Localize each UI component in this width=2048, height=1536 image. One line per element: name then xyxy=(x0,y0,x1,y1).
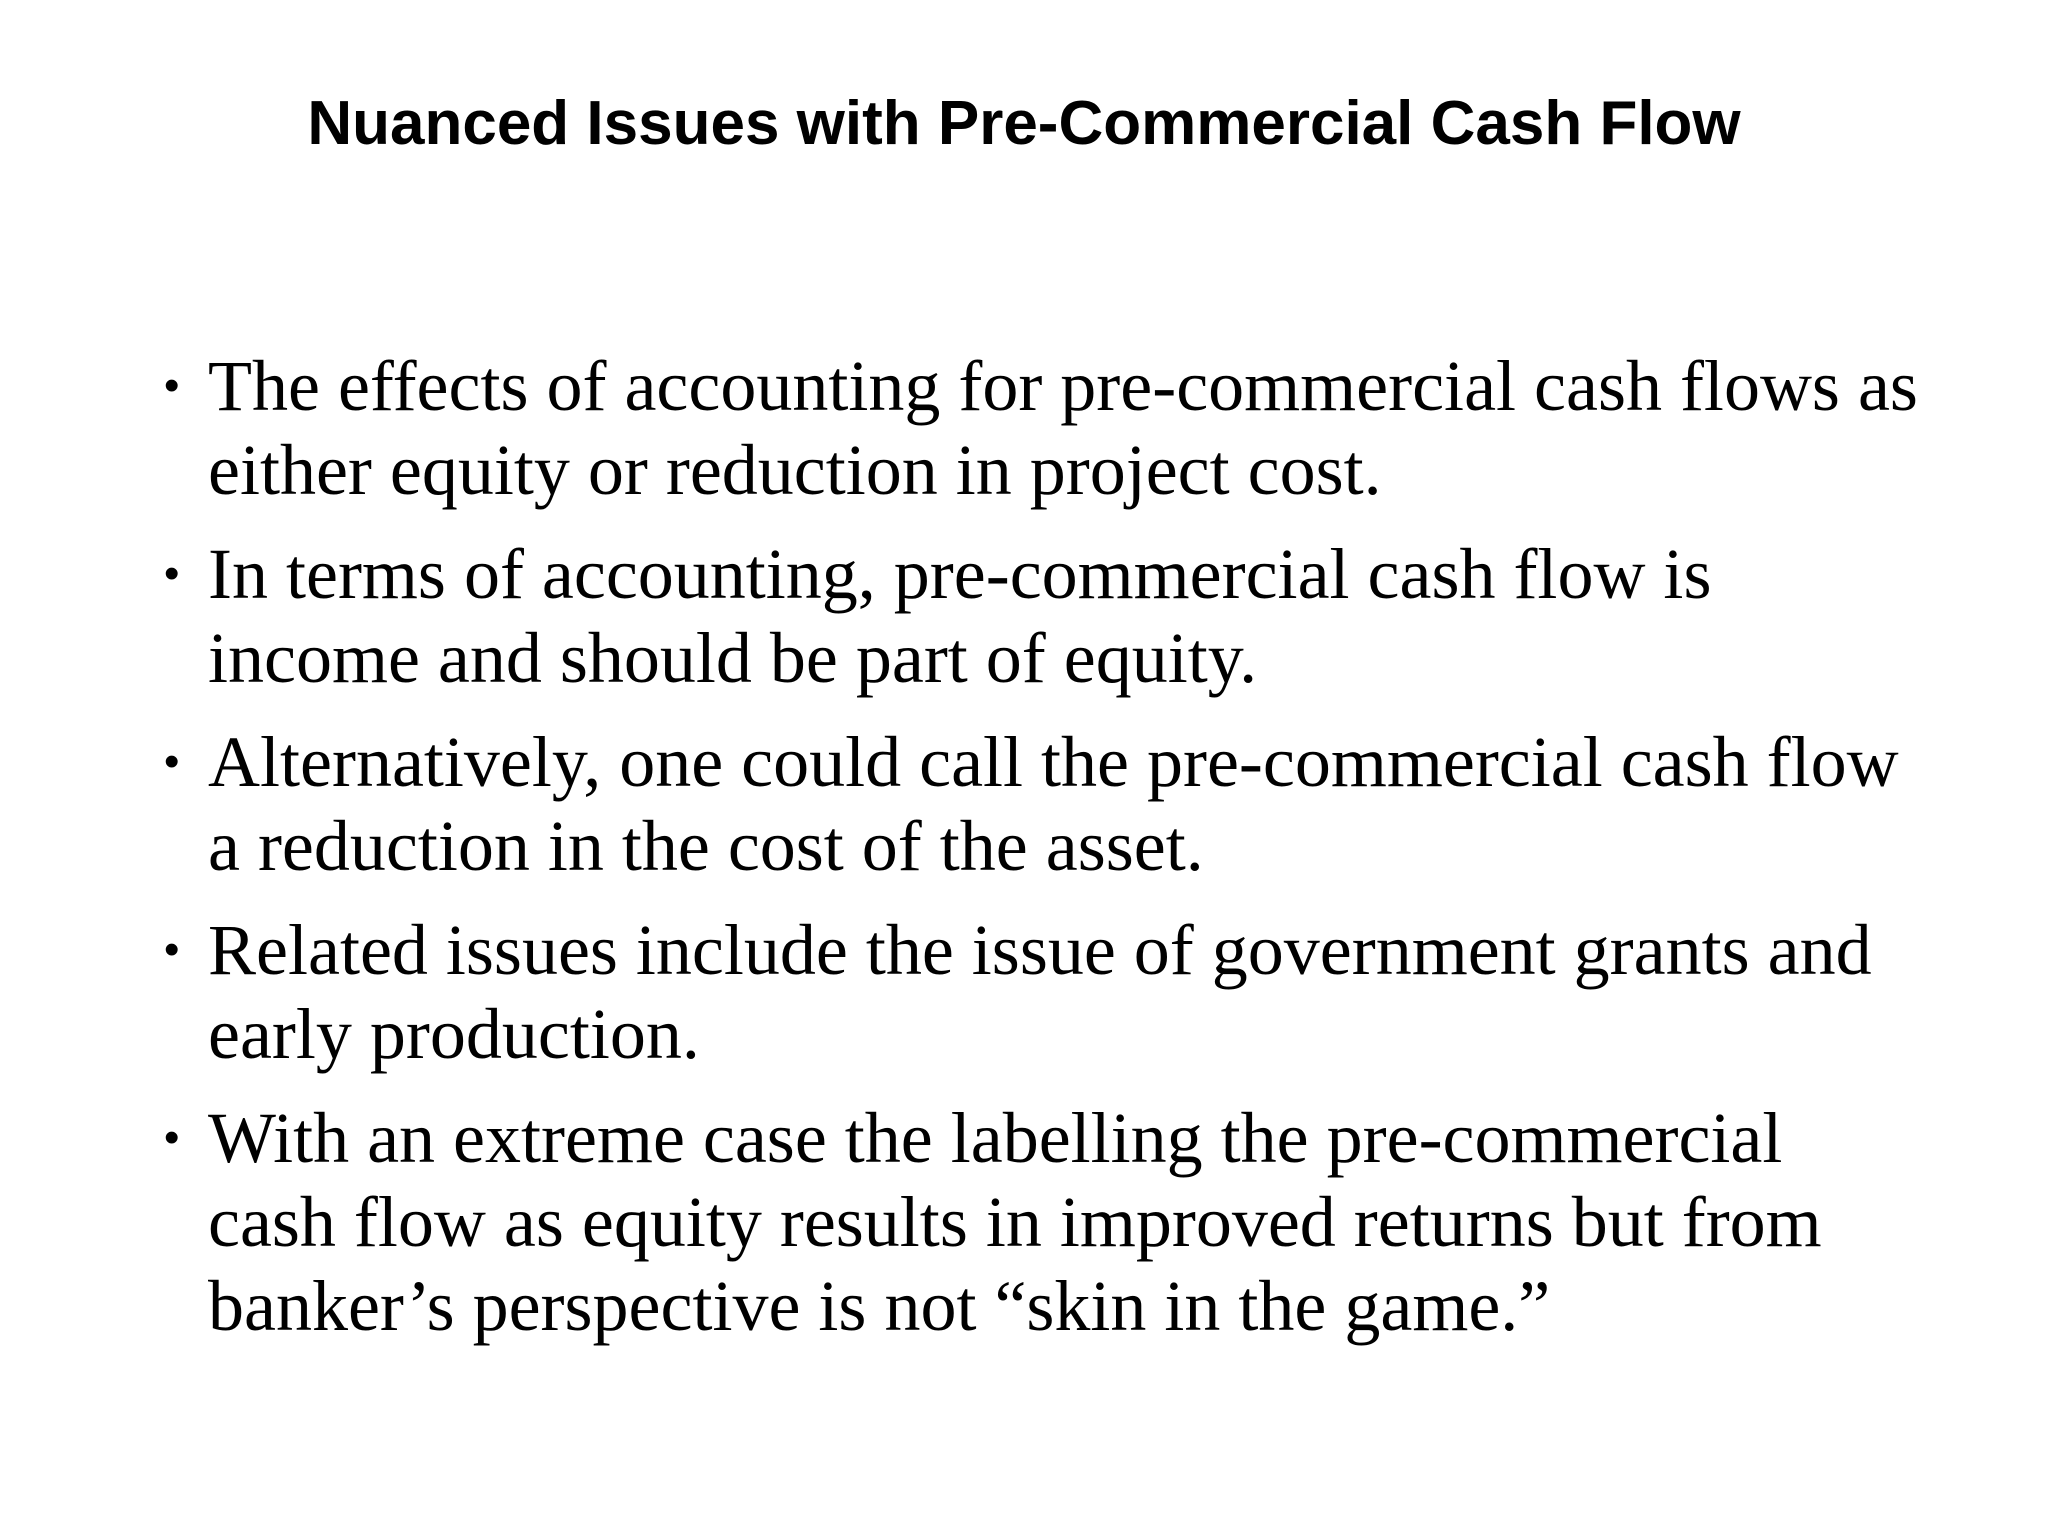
bullet-list xyxy=(160,344,1920,1368)
bullet-dot-icon: • xyxy=(164,925,180,974)
bullet-item xyxy=(160,532,1920,700)
bullet-dot-icon: • xyxy=(164,361,180,410)
bullet-item xyxy=(160,720,1920,888)
bullet-item xyxy=(160,1096,1920,1348)
bullet-item xyxy=(160,344,1920,512)
bullet-dot-icon: • xyxy=(164,1113,180,1162)
bullet-text: The effects of accounting for pre-commercial cash flows as either equity or reduction in project cost. xyxy=(208,346,1918,510)
bullet-text: In terms of accounting, pre-commercial cash flow is income and should be part of equity. xyxy=(208,534,1712,698)
bullet-text: Alternatively, one could call the pre-commercial cash flow a reduction in the cost of the asset. xyxy=(208,722,1899,886)
bullet-dot-icon: • xyxy=(164,549,180,598)
bullet-text: With an extreme case the labelling the pre-commercial cash flow as equity results in improved returns but from banker’s perspective is not “skin in the game.” xyxy=(208,1098,1822,1346)
bullet-item xyxy=(160,908,1920,1076)
slide-title: Nuanced Issues with Pre-Commercial Cash Flow xyxy=(307,89,1741,158)
bullet-dot-icon: • xyxy=(164,737,180,786)
bullet-text: Related issues include the issue of government grants and early production. xyxy=(208,910,1872,1074)
